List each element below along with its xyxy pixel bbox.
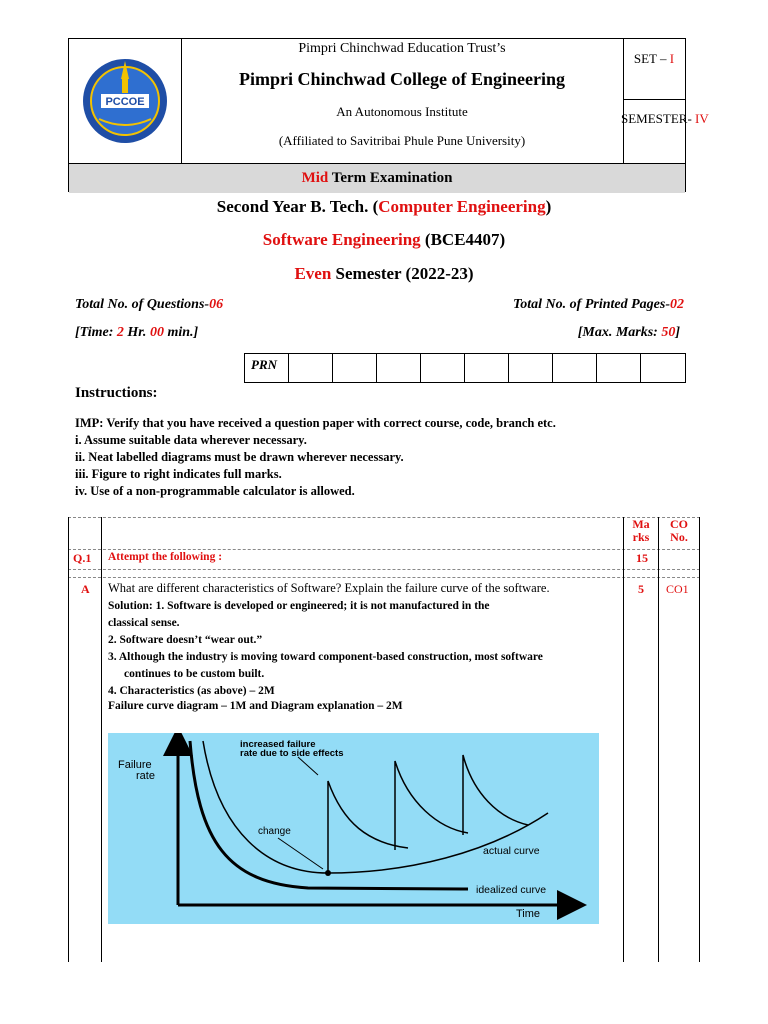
- failure-curve-diagram: [108, 733, 599, 924]
- x-label: Time: [516, 908, 541, 920]
- qa-co: CO1: [666, 582, 689, 596]
- solution-line: Failure curve diagram – 1M and Diagram explanation – 2M: [108, 700, 403, 712]
- qa-letter: A: [81, 582, 90, 596]
- marks-header: Ma rks: [632, 517, 650, 544]
- solution-line: Solution: 1. Software is developed or engineered; it is not manufactured in the: [108, 600, 490, 612]
- prn-boxes: [244, 353, 686, 383]
- change-label: change: [258, 826, 291, 837]
- spike-1: [328, 781, 408, 873]
- solution-line: 2. Software doesn’t “wear out.”: [108, 634, 263, 646]
- autonomous-label: An Autonomous Institute: [336, 104, 468, 119]
- spike-2: [395, 761, 468, 850]
- prn-digit-box[interactable]: [377, 354, 421, 382]
- logo-cell: [69, 39, 182, 163]
- y-label-2: rate: [136, 770, 155, 782]
- affiliation: (Affiliated to Savitribai Phule Pune University): [278, 133, 526, 148]
- college-logo: [69, 39, 181, 163]
- total-questions: Total No. of Questions-06: [75, 297, 224, 312]
- instruction-item: iv. Use of a non-programmable calculator is allowed.: [75, 484, 355, 498]
- qa-text: What are different characteristics of Software? Explain the failure curve of the software.: [108, 581, 550, 595]
- exam-time: [Time: 2 Hr. 00 min.]: [75, 325, 199, 340]
- annotation-2: rate due to side effects: [240, 748, 344, 759]
- solution-line: 4. Characteristics (as above) – 2M: [108, 685, 275, 697]
- course-year: Second Year B. Tech. (Computer Engineering): [216, 197, 552, 216]
- course-subject: Software Engineering (BCE4407): [262, 230, 506, 249]
- prn-digit-box[interactable]: [641, 354, 685, 382]
- prn-label: PRN: [245, 354, 289, 382]
- prn-digit-box[interactable]: [465, 354, 509, 382]
- prn-digit-box[interactable]: [509, 354, 553, 382]
- prn-digit-box[interactable]: [421, 354, 465, 382]
- logo-text: PCCOE: [105, 96, 145, 108]
- instructions-title: Instructions:: [75, 385, 158, 401]
- trust-name: Pimpri Chinchwad Education Trust’s: [298, 41, 506, 56]
- exam-title: Mid Term Examination: [69, 163, 685, 193]
- q1-number: Q.1: [73, 551, 92, 565]
- change-point: [325, 870, 331, 876]
- instruction-item: iii. Figure to right indicates full marks.: [75, 467, 282, 481]
- max-marks: [Max. Marks: 50]: [577, 325, 680, 340]
- co-header: CO No.: [670, 517, 688, 544]
- semester: SEMESTER- IV: [621, 111, 709, 126]
- spike-3: [463, 755, 528, 835]
- prn-digit-box[interactable]: [289, 354, 333, 382]
- prn-digit-box[interactable]: [333, 354, 377, 382]
- actual-curve-label: actual curve: [483, 845, 540, 857]
- annotation-1: increased failure: [240, 739, 316, 750]
- q1-text: Attempt the following :: [108, 551, 223, 563]
- instruction-item: IMP: Verify that you have received a question paper with correct course, code, branch etc.: [75, 416, 556, 430]
- header-table: [68, 38, 709, 192]
- prn-digit-box[interactable]: [597, 354, 641, 382]
- solution-line: classical sense.: [108, 617, 180, 629]
- total-pages: Total No. of Printed Pages-02: [513, 297, 684, 312]
- set-number: SET – I: [633, 51, 675, 66]
- idealized-curve-label: idealized curve: [476, 884, 547, 896]
- institution-cell: [181, 39, 623, 163]
- set-semester-cell: [621, 39, 709, 163]
- solution-line: 3. Although the industry is moving toward component-based construction, most software: [108, 651, 543, 663]
- course-semester: Even Semester (2022-23): [294, 264, 474, 283]
- instruction-item: i. Assume suitable data wherever necessary.: [75, 433, 307, 447]
- college-name: Pimpri Chinchwad College of Engineering: [238, 69, 565, 89]
- qa-marks: 5: [638, 582, 644, 596]
- q1-marks: 15: [636, 551, 648, 565]
- prn-digit-box[interactable]: [553, 354, 597, 382]
- idealized-curve: [190, 741, 463, 889]
- y-label-1: Failure: [118, 759, 152, 771]
- failure-curve-svg: [108, 733, 599, 924]
- solution-line: continues to be custom built.: [124, 668, 265, 680]
- instruction-item: ii. Neat labelled diagrams must be drawn wherever necessary.: [75, 450, 404, 464]
